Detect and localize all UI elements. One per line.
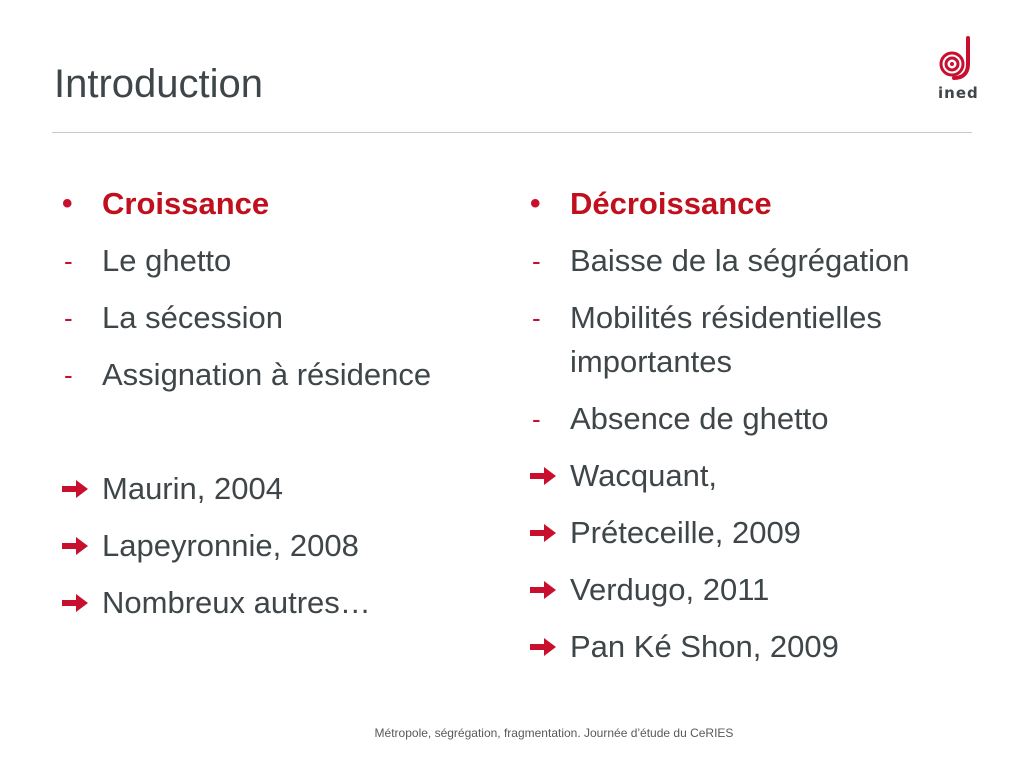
list-item-label: Assignation à résidence	[102, 357, 432, 392]
reference-label: Maurin, 2004	[102, 471, 283, 506]
right-column	[528, 182, 968, 682]
list-item	[60, 353, 500, 397]
heading-label: Décroissance	[570, 186, 772, 221]
reference-item	[528, 625, 968, 669]
reference-label: Wacquant,	[570, 458, 718, 493]
left-column	[60, 182, 500, 638]
logo-text: ined	[938, 84, 979, 102]
reference-label: Pan Ké Shon, 2009	[570, 629, 839, 664]
list-item	[60, 296, 500, 340]
dash-marker: -	[64, 303, 73, 333]
reference-item	[60, 467, 500, 511]
bullet-marker: •	[530, 187, 541, 220]
dash-marker: -	[64, 246, 73, 276]
slide-title: Introduction	[54, 62, 264, 106]
ined-logo	[932, 34, 982, 104]
reference-label: Lapeyronnie, 2008	[102, 528, 359, 563]
dash-marker: -	[64, 360, 73, 390]
list-item	[528, 239, 968, 283]
reference-item	[528, 454, 968, 498]
reference-item	[60, 524, 500, 568]
reference-item	[528, 568, 968, 612]
list-item	[528, 397, 968, 441]
list-item-label: Baisse de la ségrégation	[570, 243, 910, 278]
reference-item	[528, 511, 968, 555]
list-heading-decroissance	[528, 182, 968, 226]
list-item-label: Absence de ghetto	[570, 401, 829, 436]
reference-label: Préteceille, 2009	[570, 515, 801, 550]
reference-label: Verdugo, 2011	[570, 572, 770, 607]
bullet-marker: •	[62, 187, 73, 220]
list-item-label: Le ghetto	[102, 243, 232, 278]
heading-label: Croissance	[102, 186, 270, 221]
reference-label: Nombreux autres…	[102, 585, 371, 620]
dash-marker: -	[532, 246, 541, 276]
ined-logo-icon	[932, 34, 982, 84]
list-heading-croissance	[60, 182, 500, 226]
title-divider	[52, 132, 972, 133]
list-spacer	[60, 410, 500, 454]
slide-footer: Métropole, ségrégation, fragmentation. Journée d’étude du CeRIES	[374, 726, 734, 740]
dash-marker: -	[532, 404, 541, 434]
dash-marker: -	[532, 303, 541, 333]
reference-item	[60, 581, 500, 625]
list-item	[60, 239, 500, 283]
list-item-label: La sécession	[102, 300, 283, 335]
list-item	[528, 296, 970, 384]
list-item-label: Mobilités résidentielles importantes	[570, 300, 882, 379]
